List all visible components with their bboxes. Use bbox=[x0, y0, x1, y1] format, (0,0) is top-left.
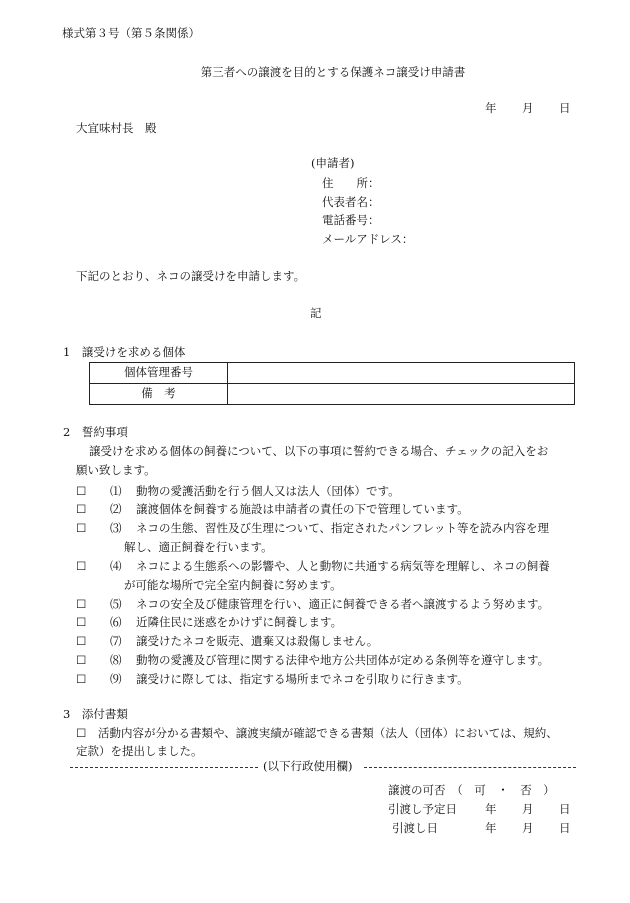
table-label-cell: 備 考 bbox=[90, 384, 228, 405]
pledge-text: 譲受けに際しては、指定する場所までネコを引取りに行きます。 bbox=[136, 672, 469, 686]
pledge-checkbox[interactable]: ☐ bbox=[76, 634, 87, 648]
applicant-address-label: 住 所： bbox=[322, 176, 380, 190]
pledge-text: ネコの安全及び健康管理を行い、適正に飼養できる者へ譲渡するよう努めます。 bbox=[136, 597, 550, 611]
page-title: 第三者への譲渡を目的とする保護ネコ譲受け申請書 bbox=[200, 65, 466, 79]
delivered-year: 年 bbox=[485, 821, 497, 835]
section1-table bbox=[89, 362, 575, 405]
section3-heading: 3 添付書類 bbox=[63, 707, 128, 721]
form-number: 様式第３号（第５条関係） bbox=[62, 26, 200, 40]
delivered-date-label: 引渡し日 bbox=[392, 821, 438, 835]
pledge-text: ネコによる生態系への影響や、人と動物に共通する病気等を理解し、ネコの飼養 bbox=[136, 559, 550, 573]
pledge-text: 近隣住民に迷惑をかけずに飼養します。 bbox=[136, 615, 343, 629]
scheduled-day: 日 bbox=[559, 802, 571, 816]
pledge-checkbox[interactable]: ☐ bbox=[76, 672, 87, 686]
pledge-number: ⑺ bbox=[110, 634, 122, 648]
pledge-number: ⑸ bbox=[110, 597, 122, 611]
pledge-text-cont: 解し、適正飼養を行います。 bbox=[124, 540, 273, 554]
pledge-number: ⑴ bbox=[110, 484, 122, 498]
divider-right bbox=[364, 767, 576, 768]
addressee: 大宜味村長 殿 bbox=[76, 121, 157, 135]
attachments-text-line2: 定款）を提出しました。 bbox=[76, 744, 203, 758]
table-row bbox=[90, 363, 575, 384]
delivered-day: 日 bbox=[559, 821, 571, 835]
pledge-text: ネコの生態、習性及び生理について、指定されたパンフレット等を読み内容を理 bbox=[136, 521, 549, 535]
applicant-phone-label: 電話番号： bbox=[322, 213, 380, 227]
ki-label: 記 bbox=[310, 306, 322, 320]
pledge-number: ⑶ bbox=[110, 521, 122, 535]
pledge-number: ⑼ bbox=[110, 672, 122, 686]
pledge-checkbox[interactable]: ☐ bbox=[76, 484, 87, 498]
pledge-number: ⑵ bbox=[110, 502, 122, 516]
pledge-checkbox[interactable]: ☐ bbox=[76, 502, 87, 516]
pledge-checkbox[interactable]: ☐ bbox=[76, 521, 87, 535]
applicant-representative-label: 代表者名： bbox=[322, 195, 380, 209]
attachments-text-line1: 活動内容が分かる書類や、譲渡実績が確認できる書類（法人（団体）においては、規約、 bbox=[98, 726, 558, 740]
date-day: 日 bbox=[559, 101, 571, 115]
delivered-month: 月 bbox=[522, 821, 534, 835]
section1-heading: 1 譲受けを求める個体 bbox=[63, 345, 186, 359]
pledge-number: ⑹ bbox=[110, 615, 122, 629]
admin-divider-label: (以下行政使用欄) bbox=[263, 759, 353, 773]
pledge-number: ⑷ bbox=[110, 559, 122, 573]
pledge-text: 動物の愛護活動を行う個人又は法人（団体）です。 bbox=[136, 484, 400, 498]
section2-heading: 2 誓約事項 bbox=[63, 425, 128, 439]
remarks-field[interactable] bbox=[228, 384, 575, 405]
approval-line: 譲渡の可否 （ 可 ・ 否 ） bbox=[388, 783, 555, 797]
pledge-text-cont: が可能な場所で完全室内飼養に努めます。 bbox=[124, 578, 342, 592]
scheduled-year: 年 bbox=[485, 802, 497, 816]
applicant-email-label: メールアドレス： bbox=[322, 232, 414, 246]
section2-intro-line1: 譲受けを求める個体の飼養について、以下の事項に誓約できる場合、チェックの記入をお bbox=[89, 444, 549, 458]
pledge-checkbox[interactable]: ☐ bbox=[76, 653, 87, 667]
date-year: 年 bbox=[485, 101, 497, 115]
date-month: 月 bbox=[522, 101, 534, 115]
pledge-number: ⑻ bbox=[110, 653, 122, 667]
scheduled-month: 月 bbox=[522, 802, 534, 816]
attachments-checkbox[interactable]: ☐ bbox=[76, 726, 87, 740]
individual-number-field[interactable] bbox=[228, 363, 575, 384]
divider-left bbox=[70, 767, 258, 768]
pledge-checkbox[interactable]: ☐ bbox=[76, 615, 87, 629]
pledge-text: 動物の愛護及び管理に関する法律や地方公共団体が定める条例等を遵守します。 bbox=[136, 653, 550, 667]
scheduled-date-label: 引渡し予定日 bbox=[388, 802, 457, 816]
pledge-checkbox[interactable]: ☐ bbox=[76, 559, 87, 573]
pledge-text: 譲受けたネコを販売、遺棄又は殺傷しません。 bbox=[136, 634, 379, 648]
section2-intro-line2: 願い致します。 bbox=[76, 463, 156, 477]
intro-text: 下記のとおり、ネコの譲受けを申請します。 bbox=[76, 269, 306, 283]
table-row bbox=[90, 384, 575, 405]
pledge-checkbox[interactable]: ☐ bbox=[76, 597, 87, 611]
pledge-text: 譲渡個体を飼養する施設は申請者の責任の下で管理しています。 bbox=[136, 502, 469, 516]
applicant-heading: (申請者) bbox=[311, 156, 355, 170]
table-label-cell: 個体管理番号 bbox=[90, 363, 228, 384]
